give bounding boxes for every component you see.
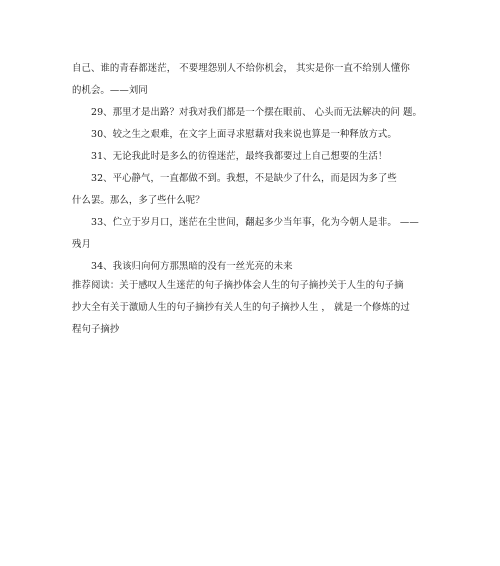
document-body: [72, 62, 432, 336]
text-line-2: 的机会。——刘同: [72, 85, 148, 96]
recommended-reading-line-3: 程句子摘抄: [72, 324, 120, 335]
quote-33-author: 残月: [72, 239, 91, 250]
text-line-1: 自己、谁的青春都迷茫， 不要埋怨别人不给你机会， 其实是你一直不给别人懂你: [72, 63, 410, 74]
quote-30: 30、较之生之艰难，在文字上面寻求慰藉对我来说也算是一种释放方式。: [91, 129, 397, 140]
quote-33: 33、伫立于岁月口，迷茫在尘世间，翻起多少当年事，化为今朝人是非。 ——: [91, 217, 419, 228]
quote-34: 34、我该归向何方那黑暗的没有一丝光亮的未来: [91, 261, 293, 272]
recommended-reading-line-2: 抄大全有关于激励人生的句子摘抄有关人生的句子摘抄人生 ， 就是一个修炼的过: [72, 302, 410, 313]
quote-29: 29、那里才是出路？对我对我们都是一个摆在眼前、 心头而无法解决的问 题。: [91, 107, 422, 118]
quote-31: 31、无论我此时是多么的彷徨迷茫，最终我都要过上自己想要的生活！: [91, 151, 388, 162]
recommended-reading-line-1: 推荐阅读：关于感叹人生迷茫的句子摘抄体会人生的句子摘抄关于人生的句子摘: [72, 280, 404, 291]
quote-32-continuation: 什么罢。那么，多了些什么呢？: [72, 195, 205, 206]
quote-32: 32、平心静气，一直都做不到。我想，不是缺少了什么，而是因为多了些: [91, 173, 397, 184]
